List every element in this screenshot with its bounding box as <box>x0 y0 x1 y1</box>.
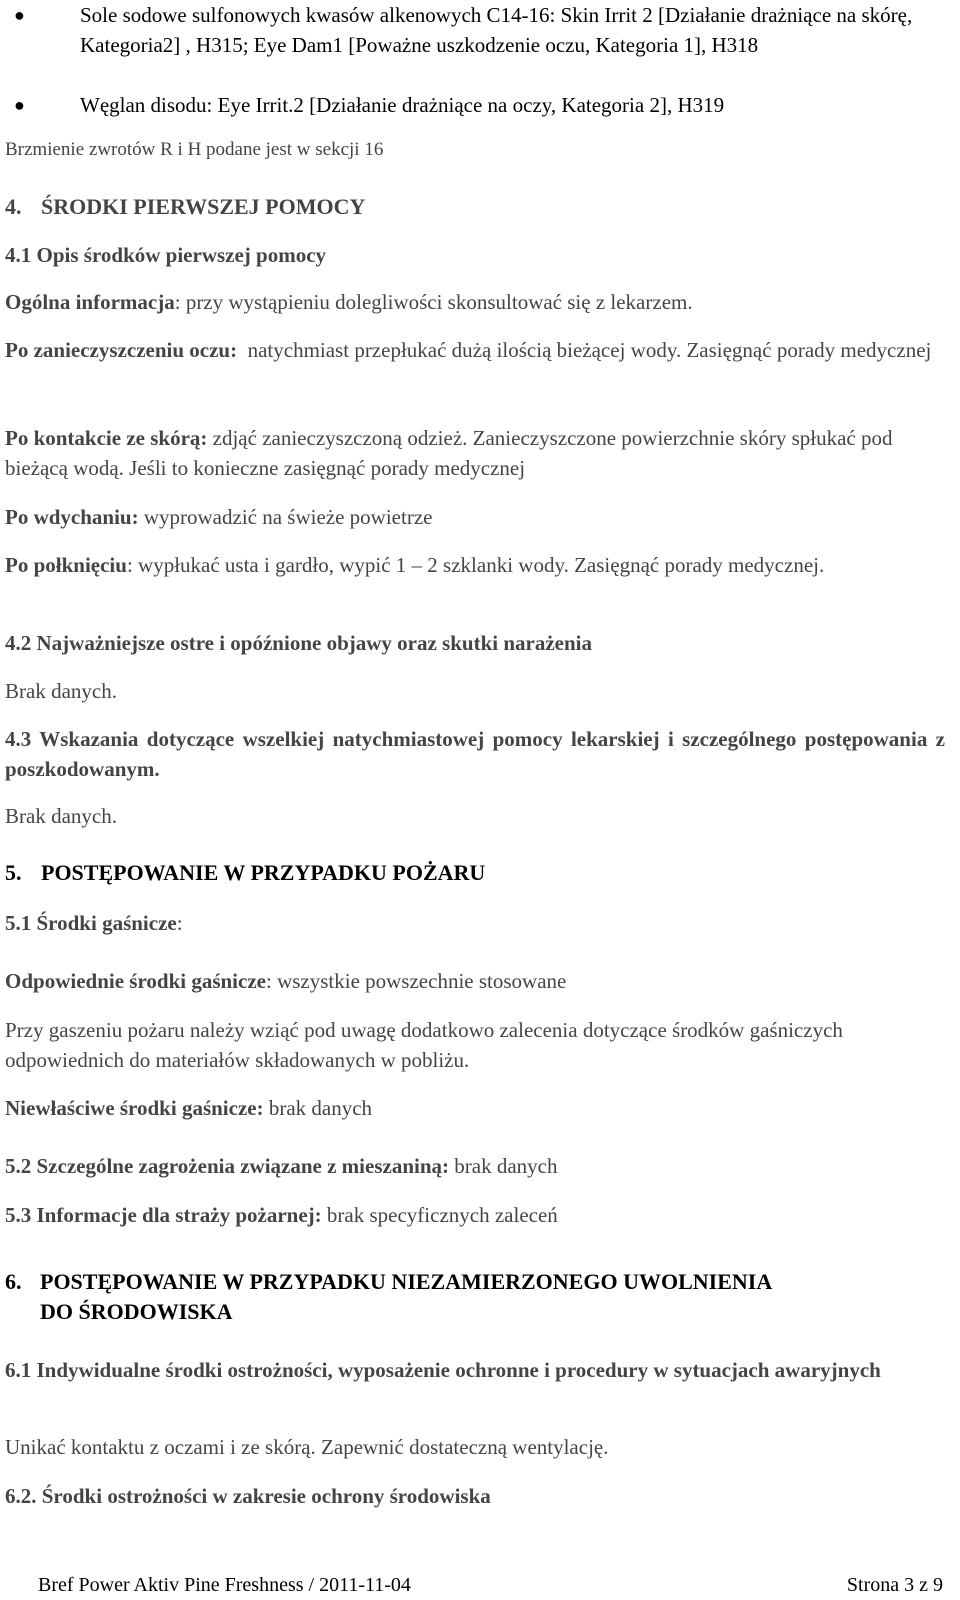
section-5-heading <box>5 858 945 888</box>
firefighter-advice-label: 5.3 Informacje dla straży pożarnej: <box>5 1203 322 1227</box>
skin-contact-info <box>5 423 945 483</box>
section-title-line-2: DO ŚRODOWISKA <box>40 1299 233 1324</box>
bullet-icon: ● <box>14 5 25 25</box>
section-number: 6. <box>5 1269 22 1294</box>
inhalation-info <box>5 502 945 532</box>
skin-contact-text: zdjąć zanieczyszczoną odzież. Zanieczyszczone powierzchnie skóry spłukać pod bieżącą wodą. Jeśli to konieczne zasięgnąć porady medycznej <box>5 426 893 480</box>
suitable-media <box>5 966 945 996</box>
footer-page-number: Strona 3 z 9 <box>846 1574 943 1596</box>
subsection-4-2-text: Brak danych. <box>5 679 117 703</box>
section-number: 4. <box>5 194 22 219</box>
extinguishing-advice: Przy gaszeniu pożaru należy wziąć pod uwagę dodatkowo zalecenia dotyczące środków gaśniczych odpowiednich do materiałów składowanych w pobliżu. <box>5 1018 843 1072</box>
general-info-text: : przy wystąpieniu dolegliwości skonsultować się z lekarzem. <box>174 290 693 314</box>
suitable-media-label: Odpowiednie środki gaśnicze <box>5 969 266 993</box>
general-info-label: Ogólna informacja <box>5 290 175 314</box>
subsection-4-3-title: 4.3 Wskazania dotyczące wszelkiej natychmiastowej pomocy lekarskiej i szczególnego postępowania z poszkodowanym. <box>5 727 945 781</box>
special-hazards-label: 5.2 Szczególne zagrożenia związane z mieszaniną: <box>5 1154 450 1178</box>
subsection-5-1-colon: : <box>176 911 183 935</box>
section-title-line-1: POSTĘPOWANIE W PRZYPADKU NIEZAMIERZONEGO UWOLNIENIA <box>40 1269 773 1294</box>
list-item-text: Węglan disodu: Eye Irrit.2 [Działanie drażniące na oczy, Kategoria 2], H319 <box>80 93 725 117</box>
list-item-text: Sole sodowe sulfonowych kwasów alkenowych C14-16: Skin Irrit 2 [Działanie drażniące na skórę, Kategoria2] , H315; Eye Dam1 [Poważne uszkodzenie oczu, Kategoria 1], H318 <box>80 3 913 57</box>
suitable-media-text: : wszystkie powszechnie stosowane <box>265 969 567 993</box>
section-title <box>40 1267 940 1327</box>
subsection-6-1-title: 6.1 Indywidualne środki ostrożności, wyposażenie ochronne i procedury w sytuacjach awaryjnych <box>5 1358 881 1382</box>
section-title: POSTĘPOWANIE W PRZYPADKU POŻARU <box>41 860 486 885</box>
ingestion-text: : wypłukać usta i gardło, wypić 1 – 2 szklanki wody. Zasięgnąć porady medycznej. <box>126 553 825 577</box>
general-info <box>5 287 945 317</box>
note-rh-phrases: Brzmienie zwrotów R i H podane jest w sekcji 16 <box>5 139 384 160</box>
inhalation-text: wyprowadzić na świeże powietrze <box>143 505 433 529</box>
ingestion-info <box>5 550 945 580</box>
eye-contact-label: Po zanieczyszczeniu oczu: <box>5 338 238 362</box>
section-number: 5. <box>5 860 22 885</box>
firefighter-advice <box>5 1200 945 1230</box>
bullet-icon: ● <box>14 95 25 115</box>
unsuitable-media-label: Niewłaściwe środki gaśnicze: <box>5 1096 264 1120</box>
subsection-5-1-label: 5.1 Środki gaśnicze <box>5 911 177 935</box>
eye-contact-text: natychmiast przepłukać dużą ilością bieżącej wody. Zasięgnąć porady medycznej <box>247 338 932 362</box>
inhalation-label: Po wdychaniu: <box>5 505 139 529</box>
special-hazards-text: brak danych <box>454 1154 558 1178</box>
section-4-heading <box>5 192 945 222</box>
subsection-4-3-text: Brak danych. <box>5 804 117 828</box>
unsuitable-media-text: brak danych <box>268 1096 373 1120</box>
subsection-4-2-title: 4.2 Najważniejsze ostre i opóźnione objawy oraz skutki narażenia <box>5 631 592 655</box>
subsection-4-1-title: 4.1 Opis środków pierwszej pomocy <box>5 243 327 267</box>
skin-contact-label: Po kontakcie ze skórą: <box>5 426 208 450</box>
ingestion-label: Po połknięciu <box>5 553 127 577</box>
unsuitable-media <box>5 1093 945 1123</box>
eye-contact-info <box>5 335 945 365</box>
firefighter-advice-text: brak specyficznych zaleceń <box>326 1203 558 1227</box>
special-hazards <box>5 1151 945 1181</box>
subsection-5-1-title <box>5 908 945 938</box>
section-title: ŚRODKI PIERWSZEJ POMOCY <box>41 194 366 219</box>
subsection-6-2-title: 6.2. Środki ostrożności w zakresie ochrony środowiska <box>5 1484 491 1508</box>
footer-product-date: Bref Power Aktiv Pine Freshness / 2011-11-04 <box>38 1574 411 1596</box>
subsection-6-1-text: Unikać kontaktu z oczami i ze skórą. Zapewnić dostateczną wentylację. <box>5 1435 609 1459</box>
